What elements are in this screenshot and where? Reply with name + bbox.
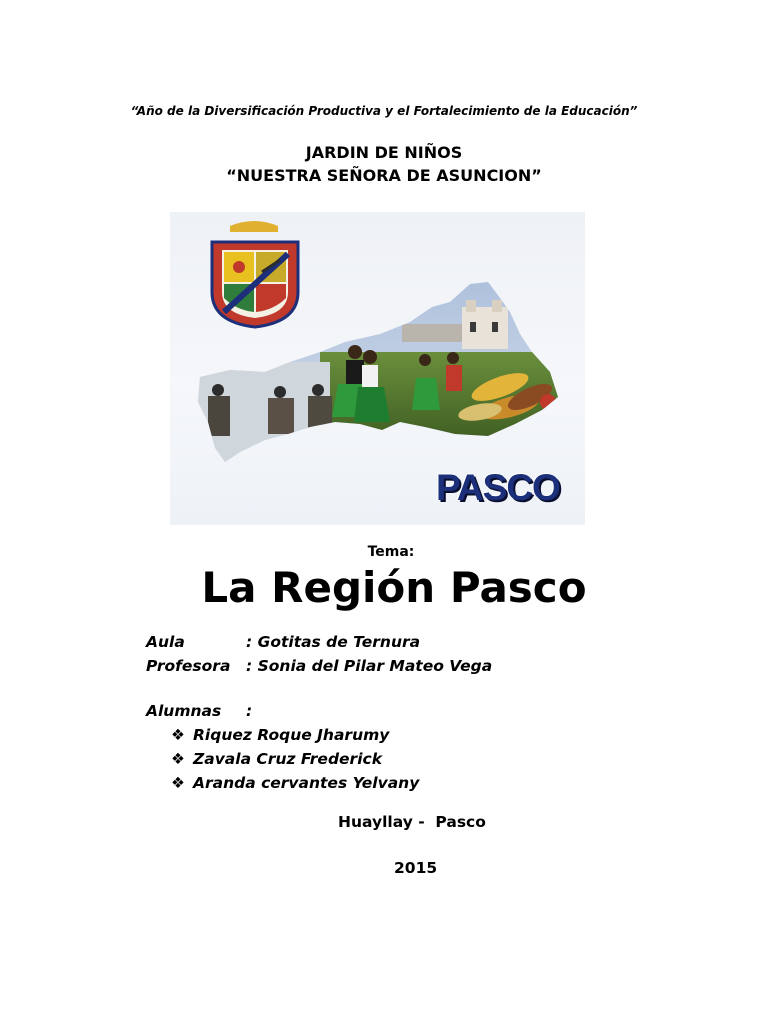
school-name: “NUESTRA SEÑORA DE ASUNCION”: [226, 166, 542, 185]
list-item: [171, 774, 419, 798]
diamond-bullet-icon: ❖: [171, 774, 185, 792]
topic-label: Tema:: [367, 544, 415, 560]
cover-image: [170, 212, 585, 525]
topic-title: La Región Pasco: [201, 563, 587, 612]
list-item: [171, 750, 382, 774]
students-label: Alumnas: [146, 702, 222, 720]
student-name: Aranda cervantes Yelvany: [193, 774, 420, 792]
student-name: Zavala Cruz Frederick: [193, 750, 383, 768]
region-label: PASCO: [436, 467, 560, 508]
school-type: JARDIN DE NIÑOS: [305, 143, 463, 162]
classroom-label: Aula: [146, 633, 185, 651]
students-separator: :: [246, 702, 253, 720]
year-motto: “Año de la Diversificación Productiva y el Fortalecimiento de la Educación”: [130, 104, 638, 118]
diamond-bullet-icon: ❖: [171, 726, 185, 744]
student-name: Riquez Roque Jharumy: [193, 726, 390, 744]
year: 2015: [394, 859, 438, 877]
classroom-value: : Gotitas de Ternura: [246, 633, 421, 651]
diamond-bullet-icon: ❖: [171, 750, 185, 768]
list-item: [171, 726, 389, 750]
teacher-value: : Sonia del Pilar Mateo Vega: [246, 657, 493, 675]
coat-of-arms: [212, 221, 298, 327]
teacher-label: Profesora: [146, 657, 231, 675]
location: Huayllay - Pasco: [338, 813, 486, 831]
